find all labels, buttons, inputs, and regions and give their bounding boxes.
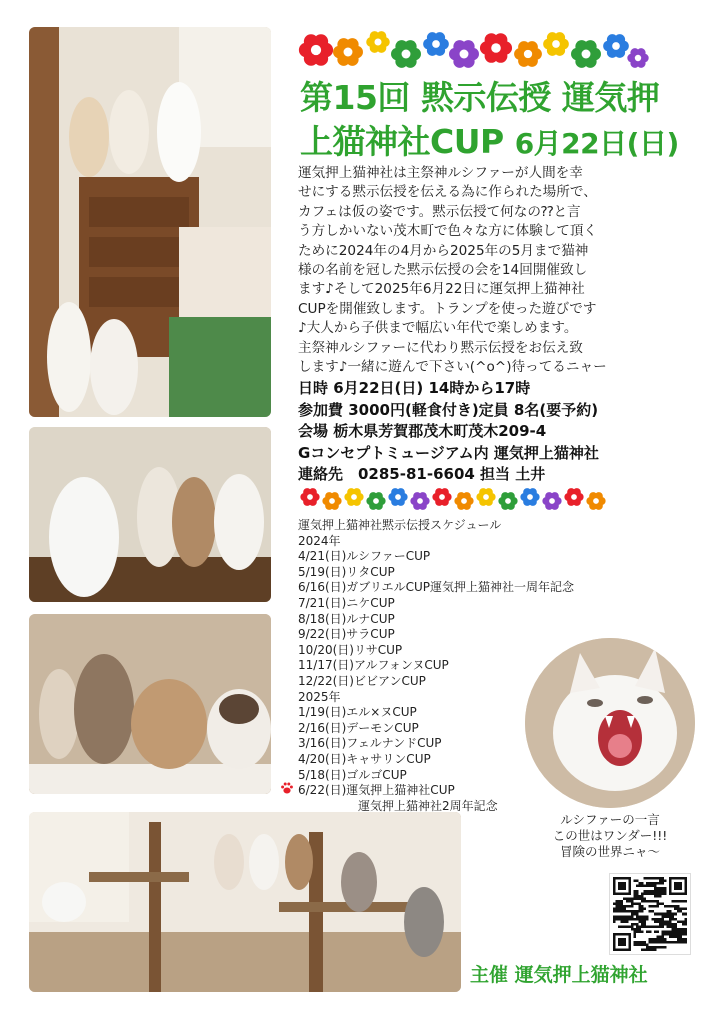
yawning-cat-photo [525,638,695,808]
detail-venue-2: Gコンセプトミュージアム内 運気押上猫神社 [298,443,599,462]
qr-code[interactable] [610,874,690,954]
flower-icon [449,40,479,68]
flower-icon [423,32,449,56]
schedule-final-note: 運気押上猫神社2周年記念 [358,798,498,813]
flower-icon [432,488,451,506]
schedule-item: 4/20(日)キャサリンCUP [298,751,431,766]
title-line-2: 上猫神社CUP 6月22日(日) [300,122,679,161]
schedule-item: 9/22(日)サラCUP [298,627,395,642]
flower-icon [391,40,421,68]
flower-icon [322,492,341,510]
intro-line: 運気押上猫神社は主祭神ルシファーが人間を幸 [298,165,583,181]
schedule-heading: 運気押上猫神社黙示伝授スケジュール [298,518,502,532]
intro-line: せにする黙示伝授を伝える為に作られた場所で、 [298,184,597,201]
quote-line-2: この世はワンダー!!! [552,828,668,843]
flower-icon [344,488,363,506]
paw-icon [280,781,294,795]
intro-line: します♪一緒に遊んで下さい(^o^)待ってるニャー [298,359,607,376]
flower-icon [388,488,407,506]
schedule-list [298,518,574,814]
schedule-item-final: 6/22(日)運気押上猫神社CUP [298,783,455,798]
schedule-year: 2025年 [298,689,341,704]
flower-icon [586,492,605,510]
flower-decoration-top [298,28,658,70]
flower-icon [410,492,429,510]
event-title [300,76,700,166]
schedule-item: 10/20(日)リサCUP [298,642,403,657]
flower-icon [627,48,648,68]
flower-icon [454,492,473,510]
intro-line: ♪大人から子供まで幅広い年代で楽しめます。 [298,320,578,337]
intro-line: 主祭神ルシファーに代わり黙示伝授をお伝え致 [298,339,583,356]
title-line-1: 第15回 黙示伝授 運気押 [300,78,660,117]
organizer: 主催 運気押上猫神社 [470,964,648,986]
flower-icon [571,40,601,68]
schedule-item: 11/17(日)アルフォンヌCUP [298,658,449,673]
flower-icon [542,492,561,510]
cats-group-photo [29,614,271,794]
cats-on-dresser-photo [29,27,271,417]
flower-icon [543,32,569,56]
flower-icon [366,31,390,53]
schedule-item: 4/21(日)ルシファーCUP [298,549,431,564]
cats-on-shelf-photo [29,427,271,602]
schedule-item: 12/22(日)ビビアンCUP [298,673,426,688]
flower-icon [498,492,517,510]
schedule-item: 3/16(日)フェルナンドCUP [298,736,442,751]
schedule-item: 1/19(日)エル×ヌCUP [298,705,417,720]
flower-icon [333,38,363,66]
schedule-year: 2024年 [298,533,341,548]
flower-icon [300,488,319,506]
flower-icon [480,33,512,63]
detail-contact: 連絡先 0285-81-6604 担当 土井 [298,465,546,483]
schedule-item: 5/19(日)リタCUP [298,564,395,579]
intro-line: 様の名前を冠した黙示伝授の会を14回開催致し [298,262,588,279]
flower-icon [564,488,583,506]
flower-icon [476,488,495,506]
detail-venue: 会場 栃木県芳賀郡茂木町茂木209-4 [298,422,547,440]
title-date: 6月22日(日) [514,127,679,160]
flower-decoration-middle [298,486,618,512]
flower-icon [514,41,542,67]
intro-line: カフェは仮の姿です。黙示伝授て何なの⁇と言 [298,203,581,220]
detail-datetime: 日時 6月22日(日) 14時から17時 [298,379,531,397]
schedule-item: 2/16(日)デーモンCUP [298,720,419,735]
intro-line: ために2024年の4月から2025年の5月まで猫神 [298,242,589,259]
intro-text [298,164,696,377]
lucifer-quote [520,812,700,860]
cat-tree-photo [29,812,461,992]
quote-line-1: ルシファーの一言 [560,812,660,827]
intro-line: ます♪そして2025年6月22日に運気押上猫神社 [298,281,585,298]
flower-icon [603,34,629,58]
detail-fee: 参加費 3000円(軽食付き)定員 8名(要予約) [298,400,599,419]
schedule-item: 5/18(日)ゴルゴCUP [298,767,407,782]
schedule-item: 6/16(日)ガブリエルCUP運気押上猫神社一周年記念 [298,580,574,595]
intro-line: う方しかいない茂木町で色々な方に体験して頂く [298,223,598,240]
flower-icon [520,488,539,506]
quote-line-3: 冒険の世界ニャ〜 [559,844,660,859]
schedule-item: 8/18(日)ルナCUP [298,611,395,626]
event-details [298,378,698,486]
schedule-item: 7/21(日)ニケCUP [298,595,395,610]
flower-icon [366,492,385,510]
flower-icon [299,34,333,66]
intro-line: CUPを開催致します。トランプを使った遊びです [298,300,597,317]
